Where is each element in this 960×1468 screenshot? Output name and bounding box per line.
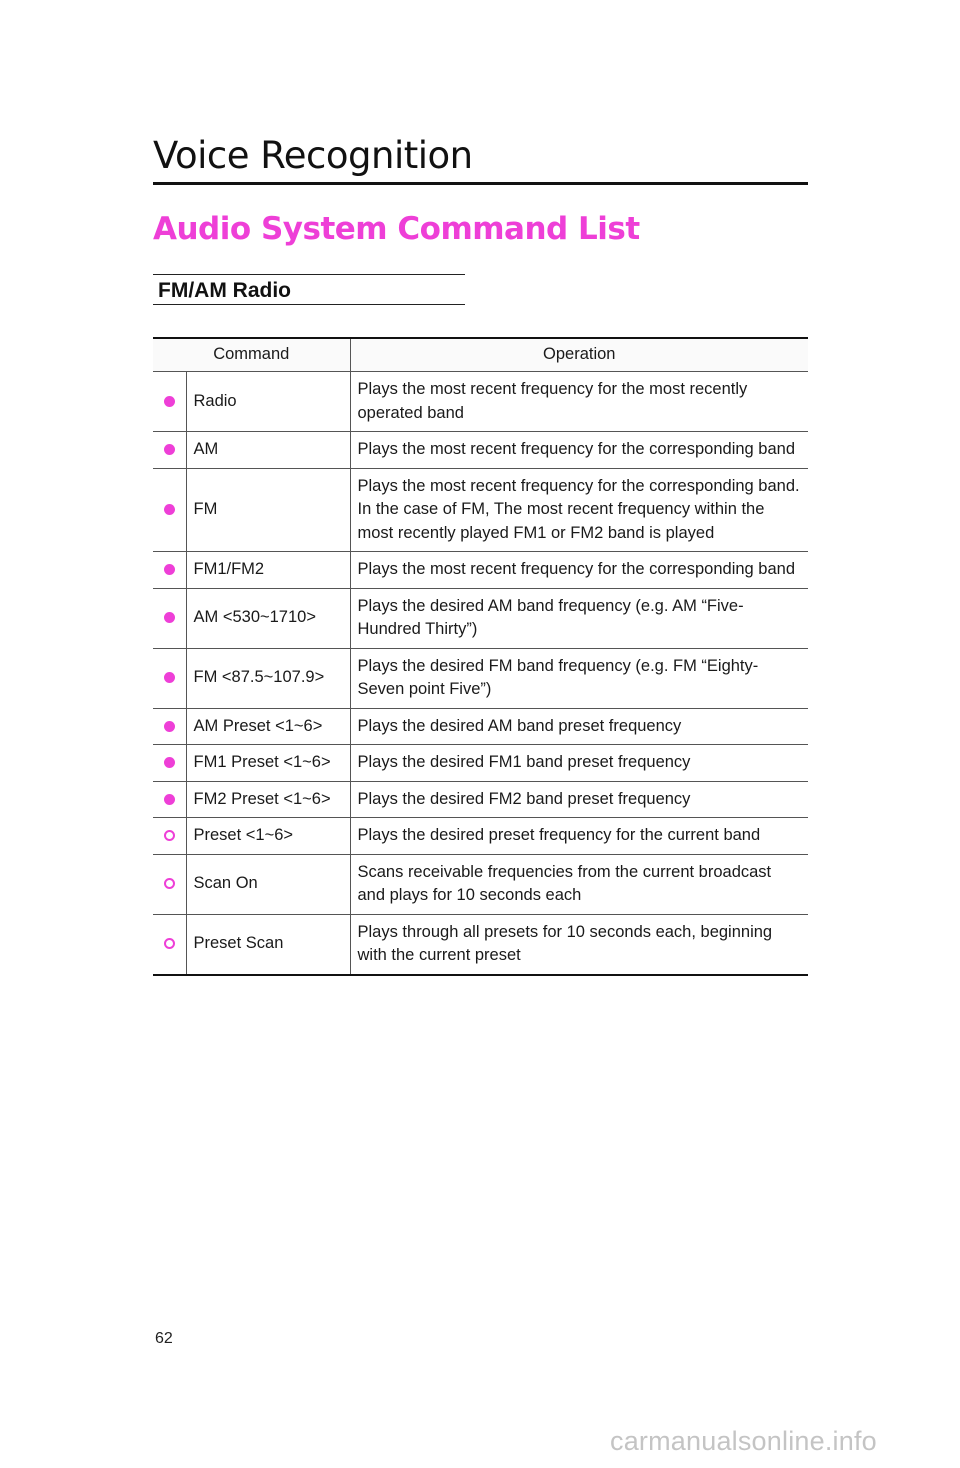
operation-cell: Plays the desired FM2 band preset frequency: [350, 781, 808, 818]
command-cell: Preset <1~6>: [186, 818, 350, 855]
command-cell: Scan On: [186, 854, 350, 914]
operation-cell: Scans receivable frequencies from the current broadcast and plays for 10 seconds each: [350, 854, 808, 914]
table-row: [153, 372, 808, 432]
subsection-title: FM/AM Radio: [158, 279, 291, 302]
operation-column-header: Operation: [350, 338, 808, 372]
row-indicator: [153, 708, 186, 745]
row-indicator: [153, 914, 186, 975]
row-indicator: [153, 552, 186, 589]
filled-circle-icon: [164, 444, 175, 455]
command-cell: Radio: [186, 372, 350, 432]
row-indicator: [153, 745, 186, 782]
section-title: Audio System Command List: [153, 211, 640, 247]
subsection-rule-bottom: [153, 304, 465, 305]
table-row: [153, 854, 808, 914]
row-indicator: [153, 432, 186, 469]
operation-cell: Plays the desired preset frequency for the current band: [350, 818, 808, 855]
hollow-circle-icon: [164, 878, 175, 889]
hollow-circle-icon: [164, 938, 175, 949]
table-header-row: [153, 338, 808, 372]
command-table: [153, 337, 808, 976]
filled-circle-icon: [164, 504, 175, 515]
table-row: [153, 648, 808, 708]
page-number: 62: [155, 1330, 173, 1347]
table-row: [153, 552, 808, 589]
filled-circle-icon: [164, 564, 175, 575]
operation-cell: Plays the most recent frequency for the most recently operated band: [350, 372, 808, 432]
command-cell: FM2 Preset <1~6>: [186, 781, 350, 818]
command-cell: FM1/FM2: [186, 552, 350, 589]
filled-circle-icon: [164, 794, 175, 805]
hollow-circle-icon: [164, 830, 175, 841]
row-indicator: [153, 468, 186, 552]
filled-circle-icon: [164, 672, 175, 683]
table-row: [153, 432, 808, 469]
chapter-divider: [153, 182, 808, 185]
row-indicator: [153, 818, 186, 855]
table-row: [153, 914, 808, 975]
subsection-rule-top: [153, 274, 465, 275]
command-cell: FM <87.5~107.9>: [186, 648, 350, 708]
operation-cell: Plays the desired FM1 band preset frequency: [350, 745, 808, 782]
operation-cell: Plays the desired AM band frequency (e.g. AM “Five-Hundred Thirty”): [350, 588, 808, 648]
command-column-header: Command: [153, 338, 350, 372]
operation-cell: Plays the most recent frequency for the corresponding band: [350, 432, 808, 469]
command-cell: FM: [186, 468, 350, 552]
row-indicator: [153, 648, 186, 708]
row-indicator: [153, 588, 186, 648]
table-row: [153, 781, 808, 818]
command-cell: AM <530~1710>: [186, 588, 350, 648]
command-cell: Preset Scan: [186, 914, 350, 975]
table-row: [153, 708, 808, 745]
command-cell: AM Preset <1~6>: [186, 708, 350, 745]
table-row: [153, 818, 808, 855]
command-cell: AM: [186, 432, 350, 469]
row-indicator: [153, 854, 186, 914]
operation-cell: Plays the most recent frequency for the corresponding band. In the case of FM, The most recent frequency within the most recently played FM1 or FM2 band is played: [350, 468, 808, 552]
table-body: [153, 372, 808, 975]
table-row: [153, 588, 808, 648]
operation-cell: Plays through all presets for 10 seconds each, beginning with the current preset: [350, 914, 808, 975]
filled-circle-icon: [164, 721, 175, 732]
operation-cell: Plays the most recent frequency for the corresponding band: [350, 552, 808, 589]
filled-circle-icon: [164, 757, 175, 768]
chapter-title: Voice Recognition: [153, 134, 473, 177]
operation-cell: Plays the desired AM band preset frequency: [350, 708, 808, 745]
watermark: carmanualsonline.info: [610, 1426, 877, 1456]
table-row: [153, 468, 808, 552]
filled-circle-icon: [164, 396, 175, 407]
filled-circle-icon: [164, 612, 175, 623]
operation-cell: Plays the desired FM band frequency (e.g. FM “Eighty-Seven point Five”): [350, 648, 808, 708]
row-indicator: [153, 781, 186, 818]
row-indicator: [153, 372, 186, 432]
table-row: [153, 745, 808, 782]
command-cell: FM1 Preset <1~6>: [186, 745, 350, 782]
